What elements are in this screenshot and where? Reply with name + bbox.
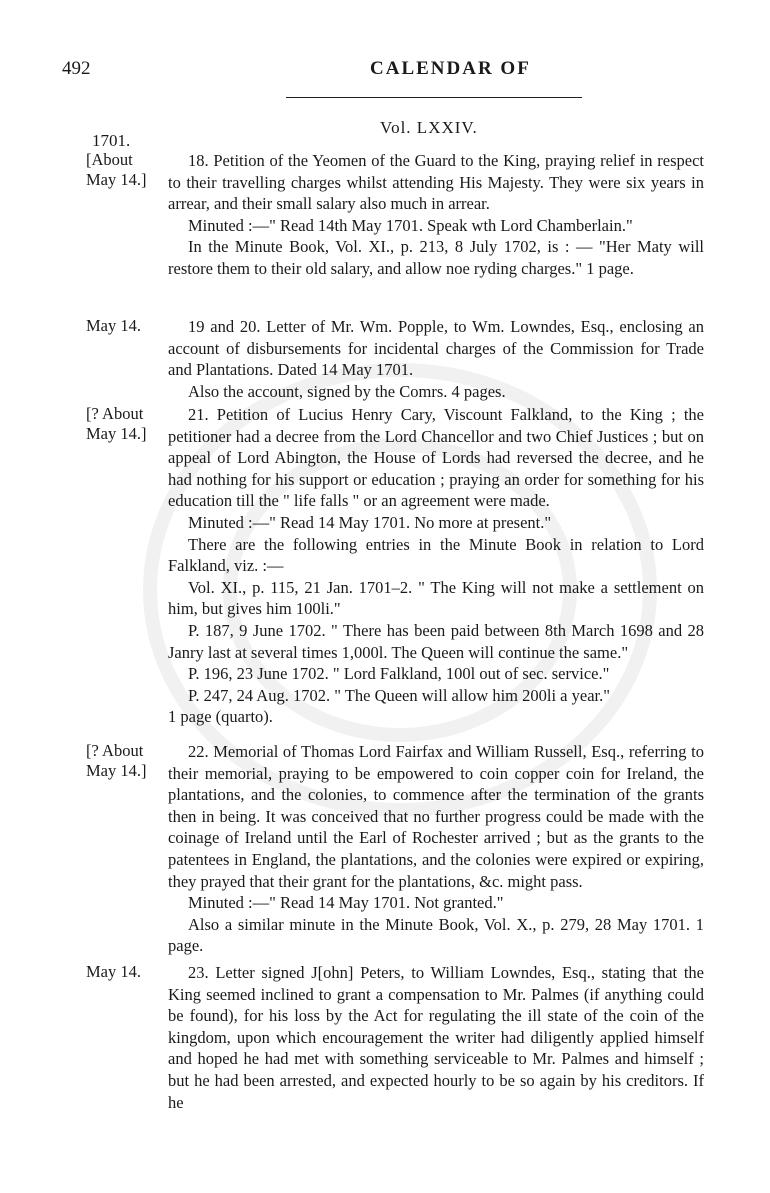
entry-body xyxy=(168,316,704,402)
header-rule xyxy=(286,97,582,98)
entry-paragraph: 19 and 20. Letter of Mr. Wm. Popple, to Wm. Lowndes, Esq., enclosing an account of disbursements for incidental charges of the Commission for Trade and Plantations. Dated 14 May 1701. xyxy=(168,317,704,380)
entry-paragraph: 1 page (quarto). xyxy=(168,707,273,727)
entry-date-line: [About xyxy=(86,150,133,169)
entry-date xyxy=(86,404,178,444)
entry-paragraph: P. 187, 9 June 1702. " There has been paid between 8th March 1698 and 28 Janry last at several times 1,000l. The Queen will continue the same." xyxy=(168,620,704,662)
entry-paragraph: Vol. XI., p. 115, 21 Jan. 1701–2. " The King will not make a settlement on him, but gives him 100li." xyxy=(168,577,704,619)
entry-body xyxy=(168,404,704,728)
entry-paragraph: Minuted :—" Read 14 May 1701. Not granted." xyxy=(188,893,504,913)
entry-date xyxy=(86,741,178,781)
entry-date xyxy=(86,962,178,982)
entry-date-line: May 14. xyxy=(86,316,141,335)
entry-paragraph: Minuted :—" Read 14th May 1701. Speak wth Lord Chamberlain." xyxy=(188,215,633,235)
entry-paragraph: Minuted :—" Read 14 May 1701. No more at present." xyxy=(188,512,552,532)
entry-paragraph: Also the account, signed by the Comrs. 4 pages. xyxy=(188,381,506,401)
entry-paragraph: 21. Petition of Lucius Henry Cary, Viscount Falkland, to the King ; the petitioner had a decree from the Lord Chancellor and two Chief Justices ; but on appeal of Lord Abington, the House of Lords had reversed the decree, and he had nothing for his support or education ; praying an order for something for his education till the " life falls " or an agreement were made. xyxy=(168,405,704,511)
entry-paragraph: 22. Memorial of Thomas Lord Fairfax and William Russell, Esq., referring to their memorial, praying to be empowered to coin copper coin for Ireland, the plantations, and the colonies, to commence after the termination of the grants then in being. It was conceived that no further progress could be made with the coinage of Ireland until the Earl of Rochester arrived ; but as the grants to the patentees in England, the plantations, and the colonies were expired or expiring, they prayed that their grant for the plantations, &c. might pass. xyxy=(168,742,704,891)
entry-paragraph: Also a similar minute in the Minute Book, Vol. X., p. 279, 28 May 1701. 1 page. xyxy=(168,914,704,956)
entry-date xyxy=(86,316,178,336)
entry-paragraph: P. 196, 23 June 1702. " Lord Falkland, 100l out of sec. service." xyxy=(188,664,610,684)
entry-paragraph: P. 247, 24 Aug. 1702. " The Queen will allow him 200li a year." xyxy=(188,685,610,705)
entry-date-line: [? About xyxy=(86,404,144,423)
entry-body xyxy=(168,741,704,957)
entry-date-line: May 14.] xyxy=(86,761,147,780)
entry-body xyxy=(168,150,704,280)
entry-date-line: May 14.] xyxy=(86,170,147,189)
entry-paragraph: There are the following entries in the Minute Book in relation to Lord Falkland, viz. :— xyxy=(168,534,704,576)
entry-date-line: May 14. xyxy=(86,962,141,981)
year-margin: 1701. xyxy=(92,131,131,150)
volume-heading: Vol. LXXIV. xyxy=(380,118,478,137)
entry-paragraph: 23. Letter signed J[ohn] Peters, to William Lowndes, Esq., stating that the King seemed inclined to grant a compensation to Mr. Palmes (if anything could be found), for his loss by the Act for regulating the ill state of the coin of the kingdom, upon which encouragement the writer had diligently applied himself and hoped he had met with something serviceable to Mr. Palmes and himself ; but he had been arrested, and expected hourly to be so again by his creditors. If he xyxy=(168,963,704,1112)
running-title: CALENDAR OF xyxy=(370,58,531,79)
entry-body xyxy=(168,962,704,1113)
page-number: 492 xyxy=(62,58,91,79)
entry-date xyxy=(86,150,178,190)
entry-date-line: May 14.] xyxy=(86,424,147,443)
entry-paragraph: 18. Petition of the Yeomen of the Guard to the King, praying relief in respect to their travelling charges whilst attending His Majesty. They were six years in arrear, and their small salary also much in arrear. xyxy=(168,151,704,214)
entry-date-line: [? About xyxy=(86,741,144,760)
entry-paragraph: In the Minute Book, Vol. XI., p. 213, 8 July 1702, is : — "Her Maty will restore them to their old salary, and allow noe ryding charges." 1 page. xyxy=(168,237,704,278)
